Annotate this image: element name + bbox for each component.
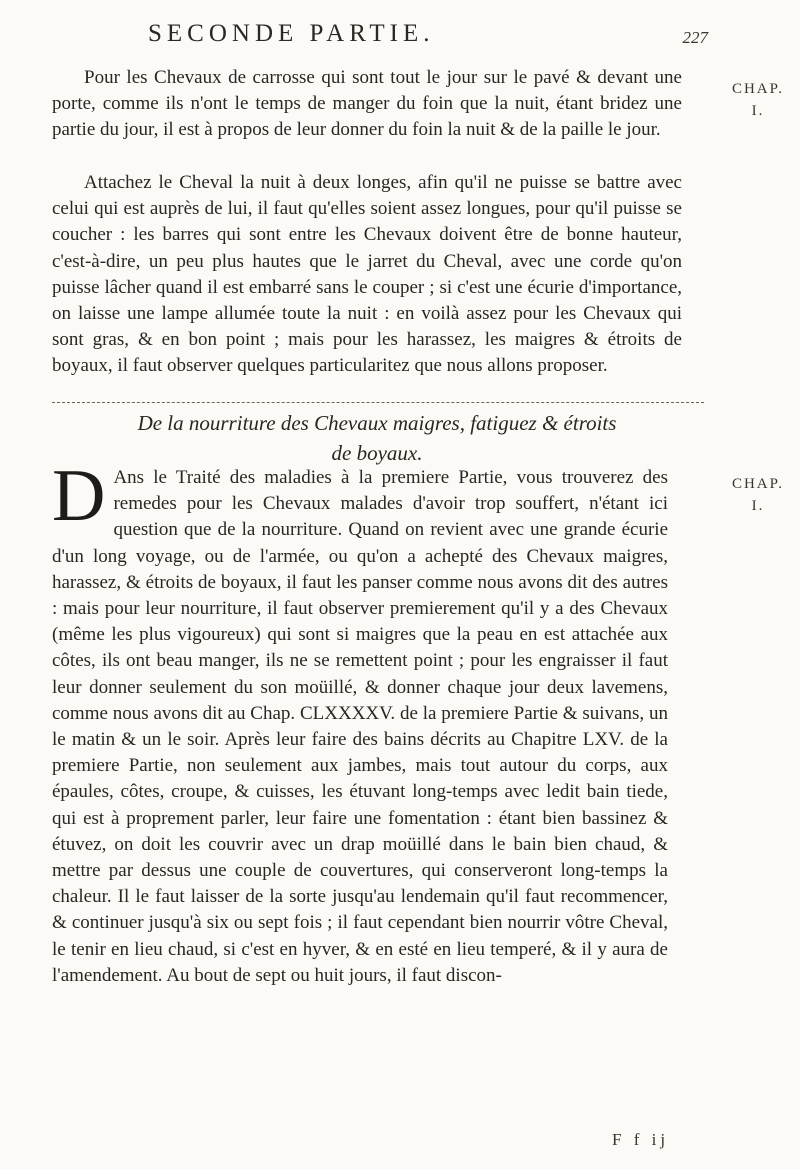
margin-note-chapter-2: CHAP. I. xyxy=(731,476,785,514)
paragraph-tying-horses: Attachez le Cheval la nuit à deux longes, afin qu'il ne puisse se battre avec celui qui est auprès de lui, il faut qu'elles soient assez longues, pour qu'il puisse se coucher : les barres qui sont entre les Chevaux doivent être de bonne hauteur, c'est-à-dire, un peu plus hautes que le jarret du Cheval, avec une corde qu'on puisse lâcher quand il est embarré sans le couper ; si c'est une écurie d'importance, on laisse une lampe allumée toute la nuit : en voilà assez pour les Chevaux qui sont gras, & en bon point ; mais pour les harassez, les maigres & étroits de boyaux, il faut observer quelques particularitez que nous allons proposer. xyxy=(52,172,682,377)
drop-cap-letter: D xyxy=(52,455,106,537)
section-heading xyxy=(52,408,702,468)
running-head: SECONDE PARTIE. xyxy=(148,20,435,47)
section-heading-line-2: de boyaux. xyxy=(331,441,423,465)
page-number: 227 xyxy=(682,28,708,47)
margin-note-chapter: CHAP. I. xyxy=(731,81,785,119)
section-heading-line-1: De la nourriture des Chevaux maigres, fatiguez & étroits xyxy=(137,411,617,435)
section-body xyxy=(52,455,668,989)
paragraph-carriage-horses: Pour les Chevaux de carrosse qui sont tout le jour sur le pavé & devant une porte, comme ils n'ont le temps de manger du foin que la nuit, étant bridez une partie du jour, il est à propos de leur donner du foin la nuit & de la paille le jour. xyxy=(52,67,682,141)
signature-mark: F f ij xyxy=(612,1130,670,1149)
page-header xyxy=(148,18,708,52)
section-divider xyxy=(52,402,704,403)
section-body-text: Ans le Traité des maladies à la premiere Partie, vous trouverez des remedes pour les Chevaux malades d'avoir trop souffert, n'étant ici question que de la nourriture. Quand on revient avec une grande écurie d'un long voyage, ou de l'armée, ou qu'on a achepté des Chevaux maigres, harassez, & étroits de boyaux, il faut les panser comme nous avons dit des autres : mais pour leur nourriture, il faut observer premierement qu'il y a des Chevaux (même les plus vigoureux) qui sont si maigres que la peau en est attachée aux côtes, ils ont beau manger, ils ne se remettent point ; pour les engraisser il faut leur donner seulement du son moüillé, & donner chaque jour deux lavemens, comme nous avons dit au Chap. CLXXXXV. de la premiere Partie & suivans, un le matin & un le soir. Après leur faire des bains décrits au Chapitre LXV. de la premiere Partie, non seulement aux jambes, mais tout autour du corps, aux épaules, côtes, croupe, & cuisses, les étuvant long-temps avec ledit bain tiede, qui est à proprement parler, leur faire une fomentation : étant bien bassinez & étuvez, on doit les couvrir avec un drap moüillé dans le bain bien chaud, & mettre par dessus une couple de couvertures, qui conserveront long-temps la chaleur. Il le faut laisser de la sorte jusqu'au lendemain qu'il faut recommencer, & continuer jusqu'à six ou sept fois ; il faut cependant bien nourrir vôtre Cheval, le tenir en lieu chaud, si c'est en hyver, & en esté en lieu temperé, & il y aura de l'amendement. Au bout de sept ou huit jours, il faut discon- xyxy=(52,467,668,986)
